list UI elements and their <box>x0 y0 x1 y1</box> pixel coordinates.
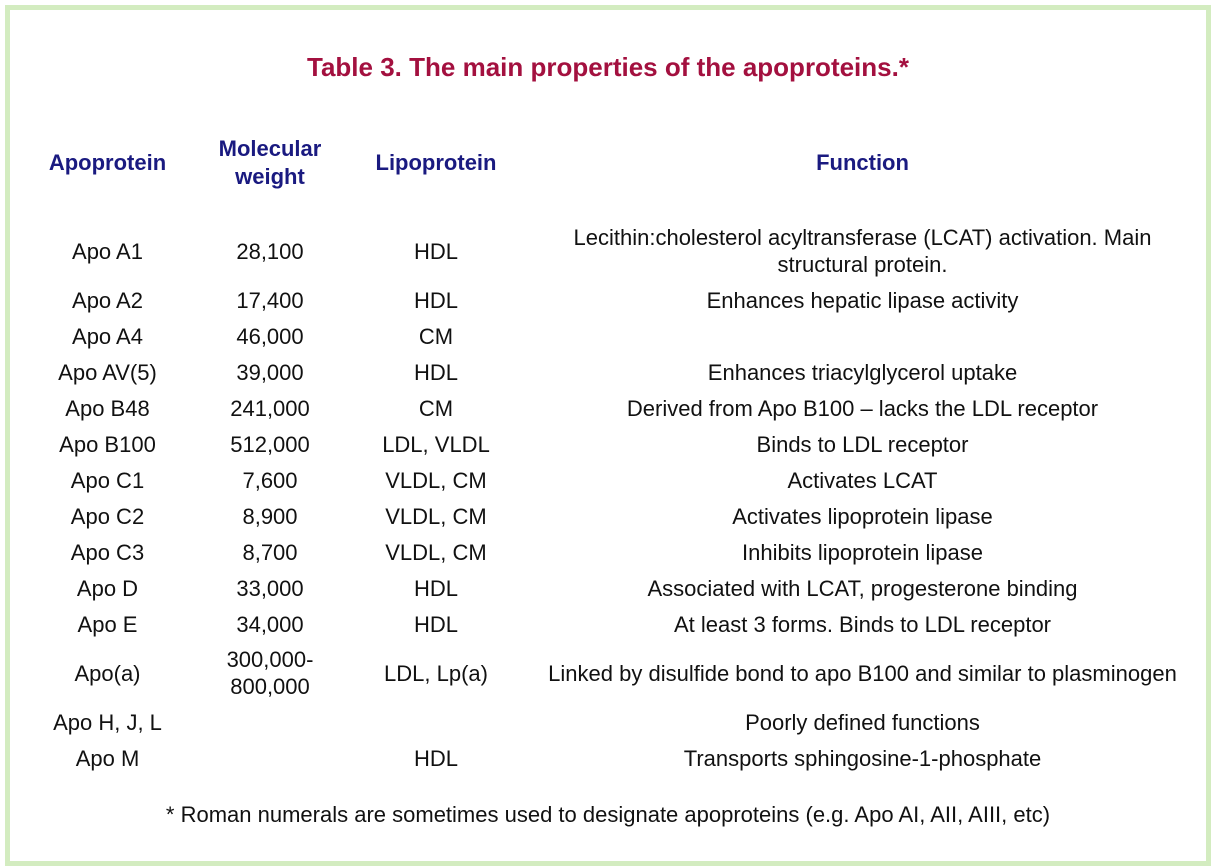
cell-function: Binds to LDL receptor <box>756 431 969 457</box>
table-title: Table 3. The main properties of the apoproteins.* <box>307 52 909 82</box>
table-row <box>25 318 1203 354</box>
cell-molecular-weight: 33,000 <box>236 575 304 601</box>
cell-lipoprotein: HDL <box>413 611 458 637</box>
table-row <box>25 220 1203 282</box>
cell-apoprotein: Apo M <box>75 745 140 771</box>
table-row <box>25 390 1203 426</box>
cell-lipoprotein: CM <box>418 395 454 421</box>
cell-lipoprotein: VLDL, CM <box>385 503 487 529</box>
cell-apoprotein: Apo B48 <box>65 395 150 421</box>
cell-lipoprotein: HDL <box>413 359 458 385</box>
cell-molecular-weight: 7,600 <box>242 467 298 493</box>
cell-lipoprotein: HDL <box>413 238 458 264</box>
cell-lipoprotein: LDL, VLDL <box>382 431 490 457</box>
cell-molecular-weight: 46,000 <box>236 323 304 349</box>
cell-molecular-weight: 8,700 <box>242 539 298 565</box>
table-footnote: * Roman numerals are sometimes used to designate apoproteins (e.g. Apo AI, AII, AIII, etc) <box>165 802 1051 827</box>
cell-apoprotein: Apo(a) <box>74 660 141 686</box>
header-molecular-weight: Molecular weight <box>218 136 322 189</box>
header-function: Function <box>816 150 909 175</box>
cell-function: Derived from Apo B100 – lacks the LDL receptor <box>626 395 1099 421</box>
cell-lipoprotein: VLDL, CM <box>385 539 487 565</box>
cell-function: Lecithin:cholesterol acyltransferase (LCAT) activation. Main structural protein. <box>573 225 1152 277</box>
cell-function: Transports sphingosine-1-phosphate <box>683 745 1042 771</box>
table-row <box>25 462 1203 498</box>
cell-molecular-weight: 28,100 <box>236 238 304 264</box>
cell-function: Enhances hepatic lipase activity <box>706 287 1019 313</box>
table-row <box>25 570 1203 606</box>
cell-apoprotein: Apo A4 <box>72 323 143 349</box>
cell-apoprotein: Apo C1 <box>70 467 145 493</box>
cell-lipoprotein: HDL <box>413 575 458 601</box>
header-lipoprotein: Lipoprotein <box>375 150 497 175</box>
cell-molecular-weight: 39,000 <box>236 359 304 385</box>
table-row <box>25 354 1203 390</box>
cell-lipoprotein <box>350 704 522 740</box>
cell-function: Poorly defined functions <box>745 709 980 735</box>
cell-lipoprotein: LDL, Lp(a) <box>384 660 488 686</box>
cell-molecular-weight: 300,000-800,000 <box>226 647 314 699</box>
table-frame <box>5 5 1211 866</box>
cell-apoprotein: Apo C2 <box>70 503 145 529</box>
cell-molecular-weight: 17,400 <box>236 287 304 313</box>
cell-function: Enhances triacylglycerol uptake <box>707 359 1018 385</box>
table-row <box>25 704 1203 740</box>
cell-molecular-weight: 34,000 <box>236 611 304 637</box>
cell-lipoprotein: VLDL, CM <box>385 467 487 493</box>
cell-function: Activates lipoprotein lipase <box>732 503 993 529</box>
table-row <box>25 606 1203 642</box>
cell-apoprotein: Apo A2 <box>72 287 143 313</box>
table-row <box>25 426 1203 462</box>
cell-function: Activates LCAT <box>787 467 938 493</box>
cell-apoprotein: Apo A1 <box>72 238 143 264</box>
apoprotein-table <box>25 118 1203 776</box>
cell-apoprotein: Apo AV(5) <box>58 359 157 385</box>
table-row <box>25 642 1203 704</box>
cell-apoprotein: Apo D <box>76 575 139 601</box>
table-row <box>25 740 1203 776</box>
cell-lipoprotein: CM <box>418 323 454 349</box>
cell-apoprotein: Apo H, J, L <box>53 709 162 735</box>
cell-lipoprotein: HDL <box>413 745 458 771</box>
cell-molecular-weight <box>190 704 350 740</box>
cell-molecular-weight <box>190 740 350 776</box>
table-header-row <box>25 118 1203 208</box>
cell-function: Inhibits lipoprotein lipase <box>742 539 983 565</box>
cell-lipoprotein: HDL <box>413 287 458 313</box>
table-row <box>25 534 1203 570</box>
header-apoprotein: Apoprotein <box>48 150 167 175</box>
cell-function: Associated with LCAT, progesterone binding <box>647 575 1078 601</box>
cell-function: Linked by disulfide bond to apo B100 and similar to plasminogen <box>548 660 1177 686</box>
cell-function: At least 3 forms. Binds to LDL receptor <box>673 611 1052 637</box>
cell-apoprotein: Apo B100 <box>59 431 156 457</box>
table-row <box>25 282 1203 318</box>
cell-function <box>522 318 1203 354</box>
table-row <box>25 498 1203 534</box>
cell-molecular-weight: 8,900 <box>242 503 298 529</box>
cell-molecular-weight: 512,000 <box>230 431 310 457</box>
cell-apoprotein: Apo C3 <box>70 539 145 565</box>
cell-apoprotein: Apo E <box>77 611 138 637</box>
cell-molecular-weight: 241,000 <box>230 395 310 421</box>
